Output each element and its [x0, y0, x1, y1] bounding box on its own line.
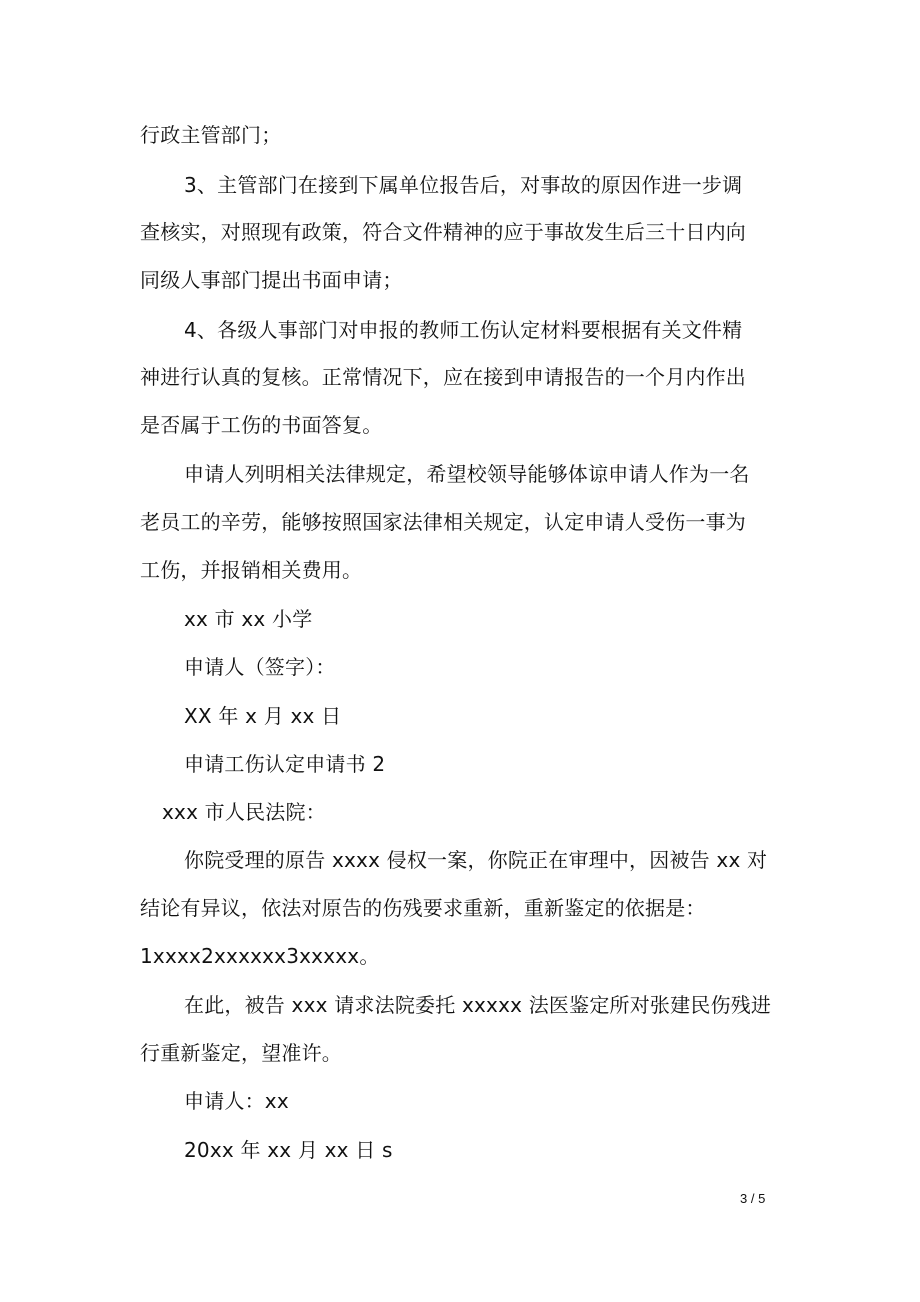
text-line-5: 4、各级人事部门对申报的教师工伤认定材料要根据有关文件精: [184, 318, 743, 342]
text-line-9: 老员工的辛劳，能够按照国家法律相关规定，认定申请人受伤一事为: [140, 510, 746, 534]
section-heading: 申请工伤认定申请书 2: [184, 752, 386, 776]
text-line-3: 查核实，对照现有政策，符合文件精神的应于事故发生后三十日内向: [140, 220, 746, 244]
text-line-20: 行重新鉴定，望准许。: [140, 1041, 342, 1065]
text-line-1: 行政主管部门；: [140, 123, 282, 147]
date-line-1: XX 年 x 月 xx 日: [184, 704, 342, 728]
addressee-line: xxx 市人民法院：: [162, 800, 326, 824]
text-line-17: 结论有异议，依法对原告的伤残要求重新，重新鉴定的依据是：: [140, 896, 706, 920]
page-number: 3 / 5: [740, 1191, 766, 1206]
text-line-10: 工伤，并报销相关费用。: [140, 558, 363, 582]
text-line-8: 申请人列明相关法律规定，希望校领导能够体谅申请人作为一名: [184, 462, 750, 486]
applicant-line: 申请人：xx: [184, 1089, 289, 1113]
text-line-7: 是否属于工伤的书面答复。: [140, 413, 383, 437]
text-line-19: 在此，被告 xxx 请求法院委托 xxxxx 法医鉴定所对张建民伤残进: [184, 993, 772, 1017]
school-name-line: xx 市 xx 小学: [184, 607, 313, 631]
text-line-2: 3、主管部门在接到下属单位报告后，对事故的原因作进一步调: [184, 173, 743, 197]
text-line-4: 同级人事部门提出书面申请；: [140, 268, 403, 292]
text-line-6: 神进行认真的复核。正常情况下，应在接到申请报告的一个月内作出: [140, 365, 746, 389]
text-line-18: 1xxxx2xxxxxx3xxxxx。: [140, 944, 380, 968]
applicant-signature-line: 申请人（签字）：: [184, 655, 336, 679]
date-line-2: 20xx 年 xx 月 xx 日 s: [184, 1138, 393, 1162]
text-line-16: 你院受理的原告 xxxx 侵权一案，你院正在审理中，因被告 xx 对: [184, 848, 768, 872]
